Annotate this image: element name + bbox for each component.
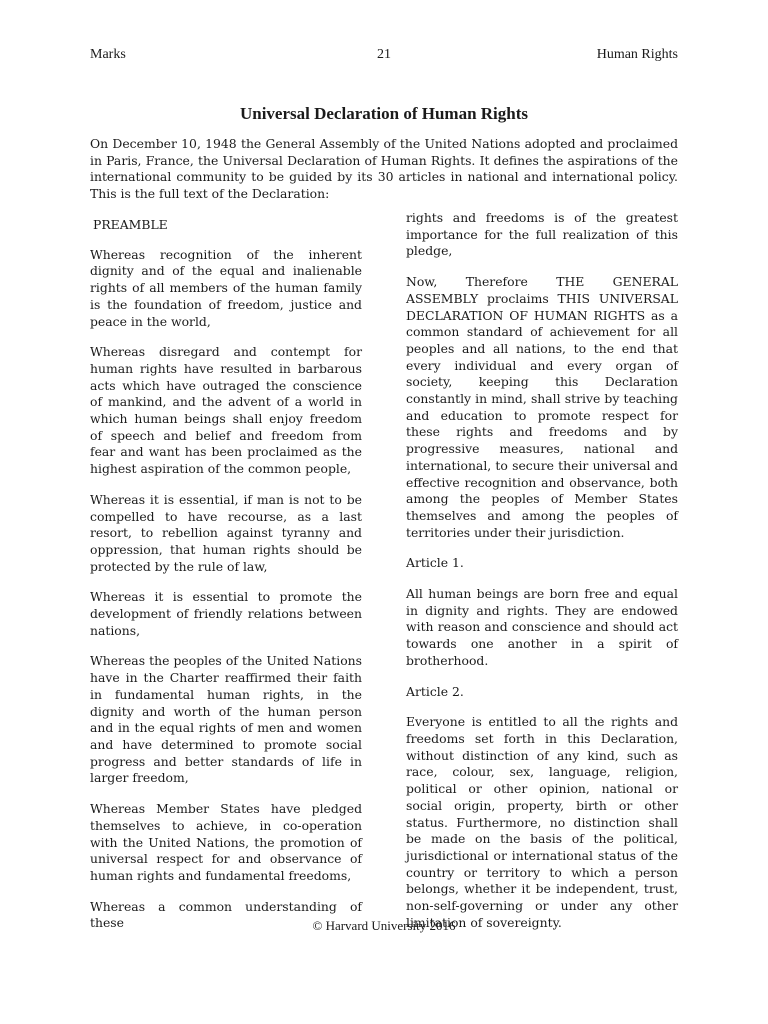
preamble-paragraph: Whereas a common understanding of these	[90, 898, 362, 931]
copyright-footer: © Harvard University 2016	[312, 918, 456, 933]
preamble-paragraph: Whereas the peoples of the United Nations have in the Charter reaffirmed their faith in fundamental human rights, in the dignity and worth of the human person and in the equal rights of men and women and have determined to promote social progress and better standards of life in larger freedom,	[90, 653, 362, 786]
page-number: 21	[377, 47, 391, 62]
preamble-heading: PREAMBLE	[93, 217, 168, 232]
article-1-text: All human beings are born free and equal in dignity and rights. They are endowed with reason and conscience and should act towards one another in a spirit of brotherhood.	[406, 586, 678, 668]
left-column	[90, 210, 362, 946]
right-column	[406, 210, 678, 945]
article-1-heading: Article 1.	[406, 555, 464, 571]
preamble-paragraph: Whereas Member States have pledged themselves to achieve, in co-operation with the United Nations, the promotion of universal respect for and observance of human rights and fundamental freedoms,	[90, 801, 362, 883]
page-header	[90, 47, 678, 67]
document-title: Universal Declaration of Human Rights	[239, 104, 529, 123]
preamble-paragraph: Whereas recognition of the inherent dignity and of the equal and inalienable rights of all members of the human family is the foundation of freedom, justice and peace in the world,	[90, 246, 362, 329]
article-2-text: Everyone is entitled to all the rights and freedoms set forth in this Declaration, without distinction of any kind, such as race, colour, sex, language, religion, political or other opinion, national or social origin, property, birth or other status. Furthermore, no distinction shall be made on the basis of the political, jurisdictional or international status of the country or territory to which a person belongs, whether it be independent, trust, non-self-governing or under any other limitation of sovereignty.	[406, 714, 678, 930]
header-author: Marks	[90, 47, 126, 62]
header-topic: Human Rights	[596, 47, 678, 62]
preamble-paragraph: Whereas it is essential, if man is not to be compelled to have recourse, as a last resort, to rebellion against tyranny and oppression, that human rights should be protected by the rule of law,	[90, 491, 362, 574]
preamble-continuation: rights and freedoms is of the greatest importance for the full realization of this pledge,	[406, 210, 678, 259]
preamble-paragraph: Whereas disregard and contempt for human rights have resulted in barbarous acts which have outraged the conscience of mankind, and the advent of a world in which human beings shall enjoy freedom of speech and belief and freedom from fear and want has been proclaimed as the highest aspiration of the common people,	[90, 344, 362, 477]
intro-paragraph: On December 10, 1948 the General Assembly of the United Nations adopted and proclaimed in Paris, France, the Universal Declaration of Human Rights. It defines the aspirations of the international community to be guided by its 30 articles in national and international policy. This is the full text of the Declaration:	[90, 136, 678, 202]
preamble-paragraph: Whereas it is essential to promote the development of friendly relations between nations,	[90, 589, 362, 638]
article-2-heading: Article 2.	[406, 683, 464, 699]
proclamation-paragraph: Now, Therefore THE GENERAL ASSEMBLY proclaims THIS UNIVERSAL DECLARATION OF HUMAN RIGHTS as a common standard of achievement for all peoples and all nations, to the end that every individual and every organ of society, keeping this Declaration constantly in mind, shall strive by teaching and education to promote respect for these rights and freedoms and by progressive measures, national and international, to secure their universal and effective recognition and observance, both among the peoples of Member States themselves and among the peoples of territories under their jurisdiction.	[406, 274, 678, 540]
